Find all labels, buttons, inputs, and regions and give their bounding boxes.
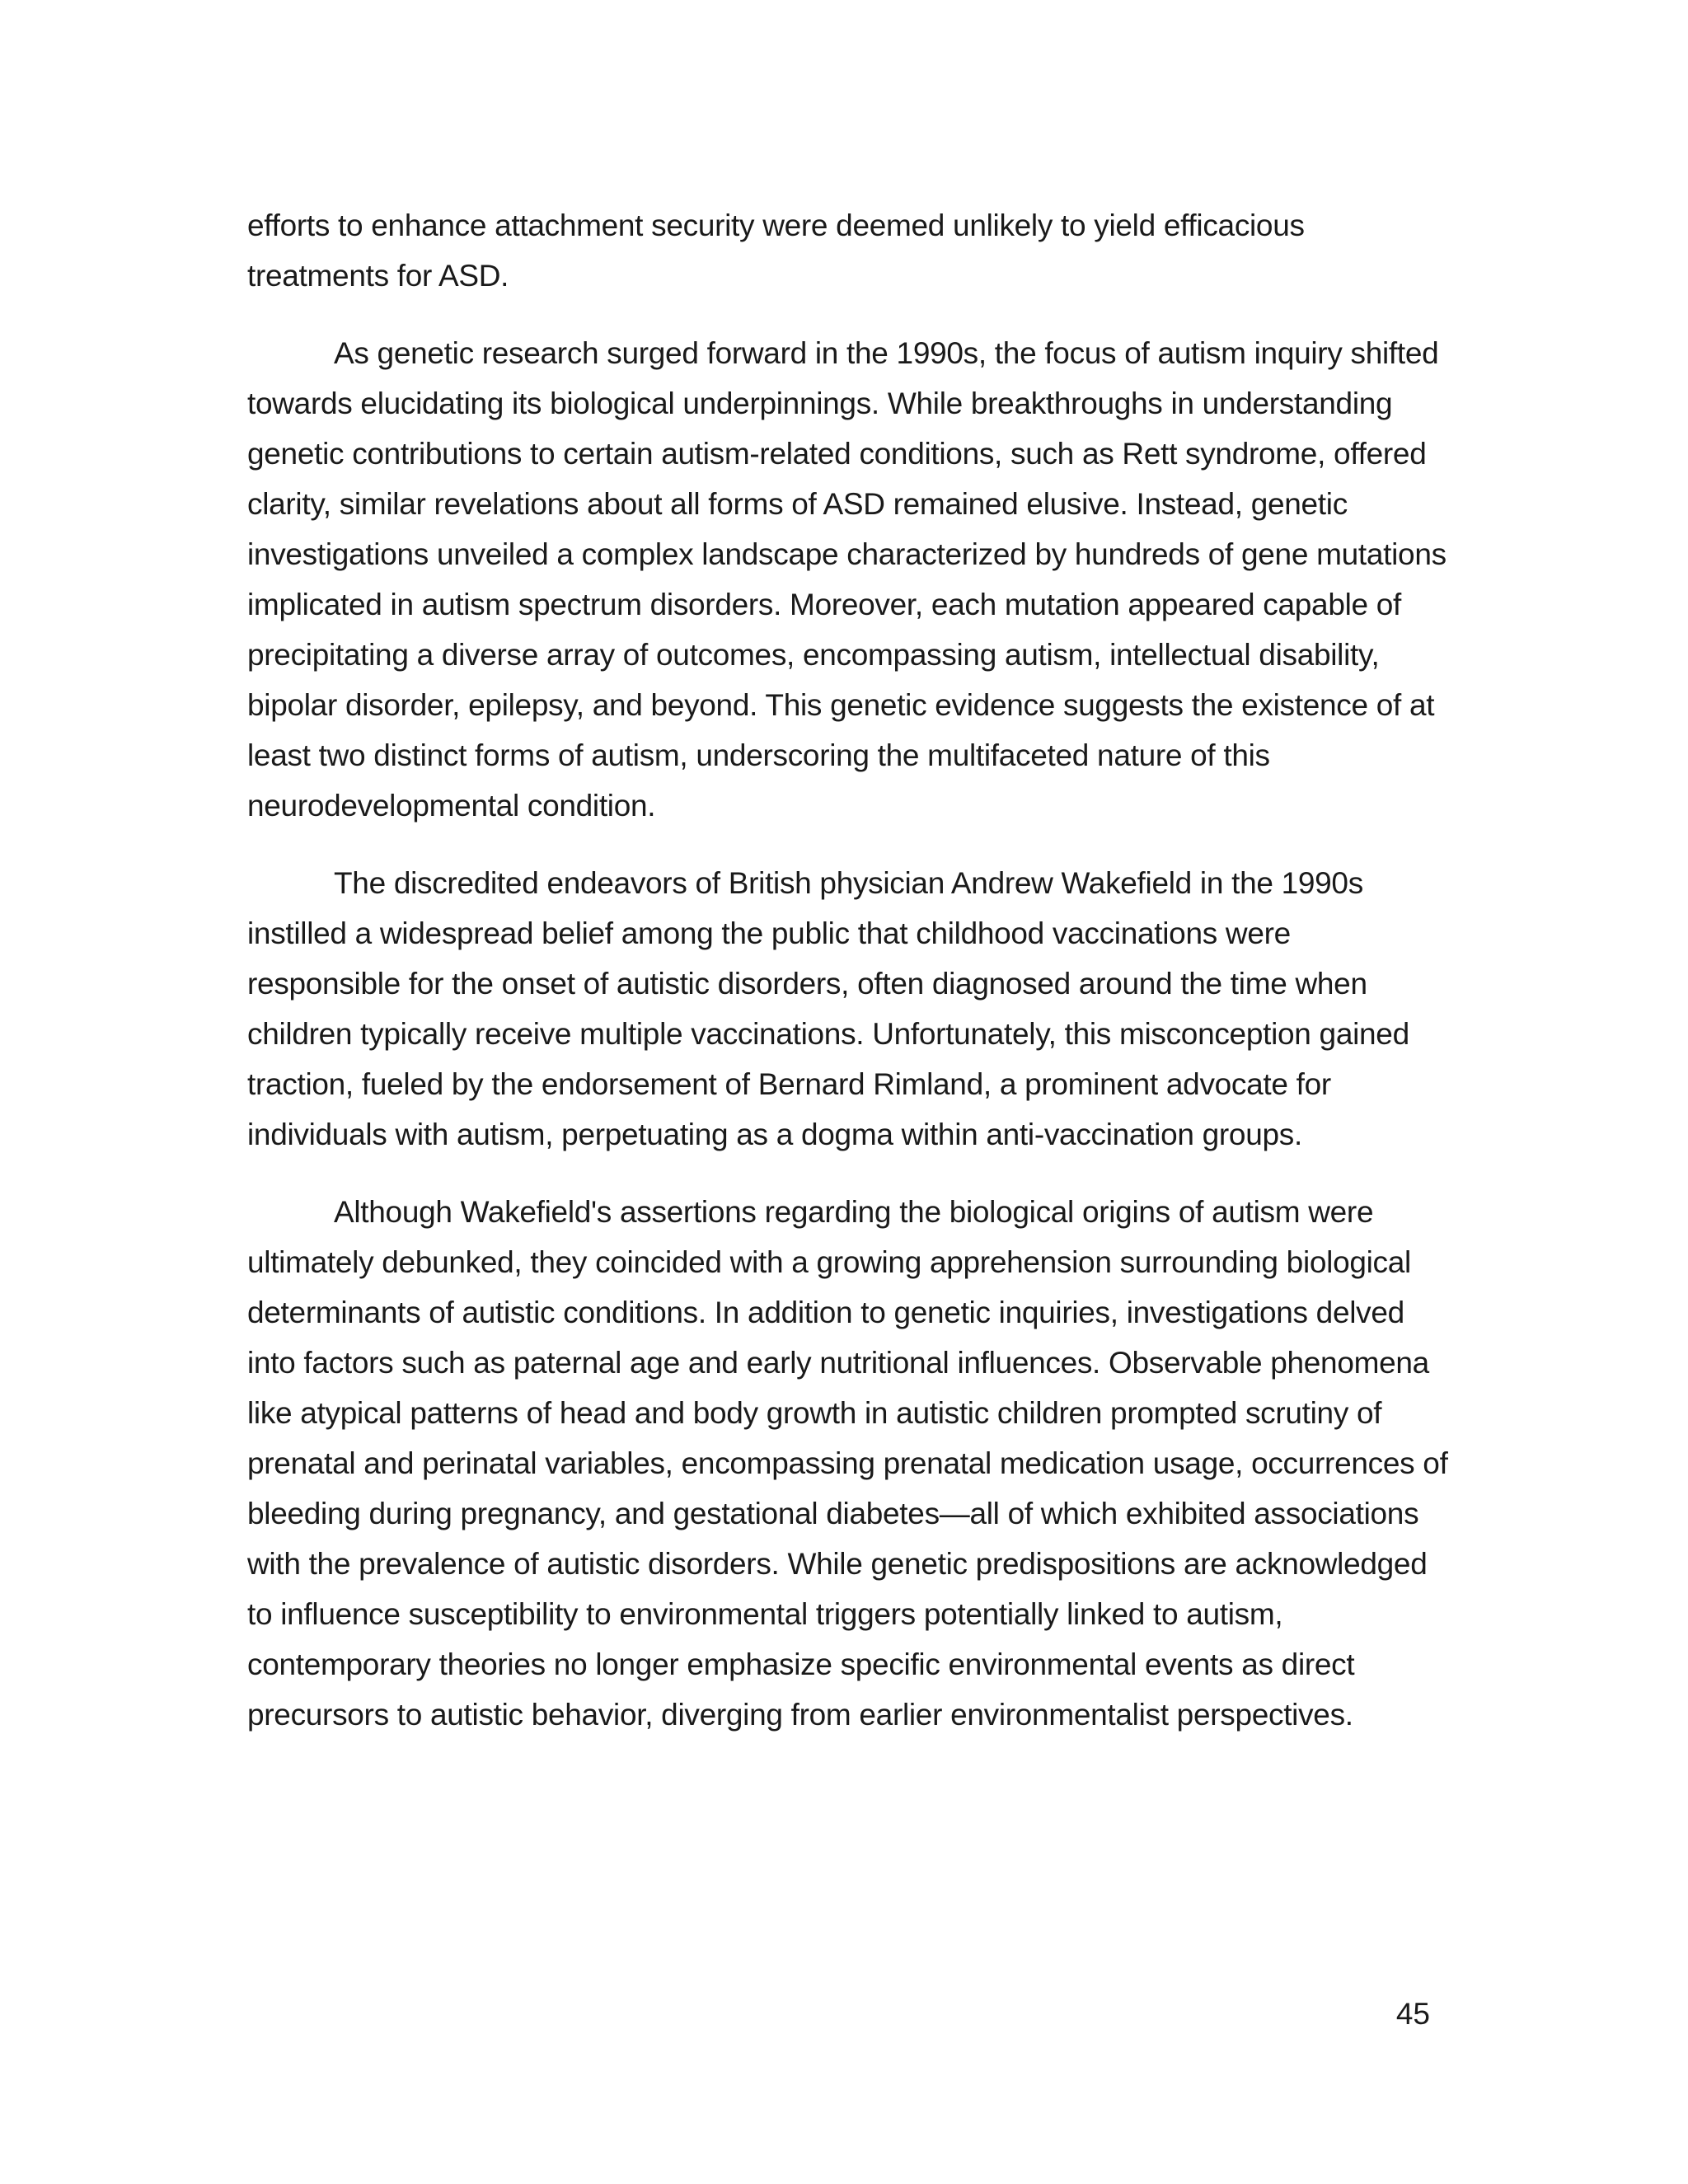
paragraph-genetic-research: As genetic research surged forward in the 1990s, the focus of autism inquiry shifted towards elucidating its biological underpinnings. While breakthroughs in understanding genetic contributions to certain autism-related conditions, such as Rett syndrome, offered clarity, similar revelations about all forms of ASD remained elusive. Instead, genetic investigations unveiled a complex landscape characterized by hundreds of gene mutations implicated in autism spectrum disorders. Moreover, each mutation appeared capable of precipitating a diverse array of outcomes, encompassing autism, intellectual disability, bipolar disorder, epilepsy, and beyond. This genetic evidence suggests the existence of at least two distinct forms of autism, underscoring the multifaceted nature of this neurodevelopmental condition. [247,336,1447,823]
paragraph-continuation: efforts to enhance attachment security were deemed unlikely to yield efficacious treatments for ASD. [247,209,1305,293]
page-number: 45 [1395,1997,1430,2031]
paragraph-wakefield-vaccinations: The discredited endeavors of British physician Andrew Wakefield in the 1990s instilled a widespread belief among the public that childhood vaccinations were responsible for the onset of autistic disorders, often diagnosed around the time when children typically receive multiple vaccinations. Unfortunately, this misconception gained traction, fueled by the endorsement of Bernard Rimland, a prominent advocate for individuals with autism, perpetuating as a dogma within anti-vaccination groups. [247,866,1409,1151]
body-text [247,200,1451,1767]
paragraph-biological-determinants: Although Wakefield's assertions regarding the biological origins of autism were ultimately debunked, they coincided with a growing apprehension surrounding biological determinants of autistic conditions. In addition to genetic inquiries, investigations delved into factors such as paternal age and early nutritional influences. Observable phenomena like atypical patterns of head and body growth in autistic children prompted scrutiny of prenatal and perinatal variables, encompassing prenatal medication usage, occurrences of bleeding during pregnancy, and gestational diabetes—all of which exhibited associations with the prevalence of autistic disorders. While genetic predispositions are acknowledged to influence susceptibility to environmental triggers potentially linked to autism, contemporary theories no longer emphasize specific environmental events as direct precursors to autistic behavior, diverging from earlier environmentalist perspectives. [247,1195,1448,1732]
